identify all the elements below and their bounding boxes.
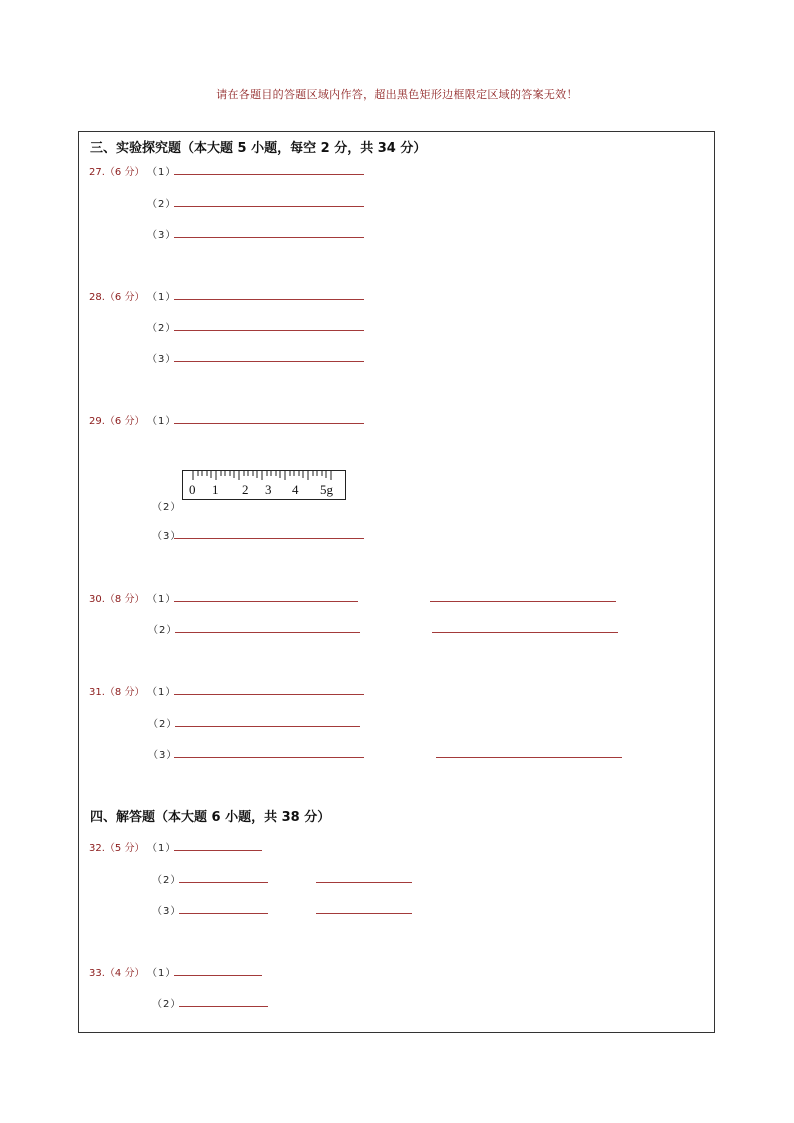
q29-part-1-label: （1） <box>147 416 177 427</box>
question-28-number: 28.（6 分） <box>89 292 145 303</box>
ruler-label-0: 0 <box>189 482 196 497</box>
q32-part-1-label: （1） <box>147 843 177 854</box>
q29-part-2-label: （2） <box>152 502 182 513</box>
q28-part-3-answer-line[interactable] <box>174 361 364 362</box>
q28-part-1-answer-line[interactable] <box>174 299 364 300</box>
q32-part-1-answer-line[interactable] <box>174 850 262 851</box>
q27-part-1-label: （1） <box>147 167 177 178</box>
q33-part-2-answer-line[interactable] <box>179 1006 268 1007</box>
q32-part-2-answer-line-b[interactable] <box>316 882 412 883</box>
q29-part-3-answer-line[interactable] <box>174 538 364 539</box>
ruler-label-5g: 5g <box>320 482 333 497</box>
q31-part-3-label: （3） <box>148 750 178 761</box>
q31-part-2-answer-line[interactable] <box>175 726 360 727</box>
q30-part-1-answer-line-a[interactable] <box>174 601 358 602</box>
question-32-number: 32.（5 分） <box>89 843 145 854</box>
ruler-label-3: 3 <box>265 482 272 497</box>
q30-part-2-label: （2） <box>148 625 178 636</box>
q28-part-2-answer-line[interactable] <box>174 330 364 331</box>
q31-part-3-answer-line-a[interactable] <box>174 757 364 758</box>
q27-part-3-answer-line[interactable] <box>174 237 364 238</box>
q30-part-2-answer-line-a[interactable] <box>175 632 360 633</box>
answer-area-notice: 请在各题目的答题区域内作答，超出黑色矩形边框限定区域的答案无效！ <box>216 88 578 101</box>
q28-part-2-label: （2） <box>147 323 177 334</box>
q30-part-1-label: （1） <box>147 594 177 605</box>
section-3-title: 三、实验探究题（本大题 5 小题，每空 2 分，共 34 分） <box>90 141 427 156</box>
q27-part-1-answer-line[interactable] <box>174 174 364 175</box>
q27-part-3-label: （3） <box>147 230 177 241</box>
q33-part-1-label: （1） <box>147 968 177 979</box>
question-30-number: 30.（8 分） <box>89 594 145 605</box>
q32-part-2-answer-line-a[interactable] <box>179 882 268 883</box>
q31-part-1-label: （1） <box>147 687 177 698</box>
q29-part-1-answer-line[interactable] <box>174 423 364 424</box>
question-31-number: 31.（8 分） <box>89 687 145 698</box>
question-29-number: 29.（6 分） <box>89 416 145 427</box>
answer-frame <box>78 131 715 1033</box>
ruler-label-1: 1 <box>212 482 219 497</box>
q30-part-2-answer-line-b[interactable] <box>432 632 618 633</box>
q29-part-3-label: （3） <box>152 531 182 542</box>
q32-part-3-label: （3） <box>152 906 182 917</box>
q27-part-2-answer-line[interactable] <box>174 206 364 207</box>
balance-scale-ruler <box>182 470 346 500</box>
q31-part-3-answer-line-b[interactable] <box>436 757 622 758</box>
q33-part-1-answer-line[interactable] <box>174 975 262 976</box>
q33-part-2-label: （2） <box>152 999 182 1010</box>
question-27-number: 27.（6 分） <box>89 167 145 178</box>
q32-part-2-label: （2） <box>152 875 182 886</box>
section-4-title: 四、解答题（本大题 6 小题，共 38 分） <box>90 810 331 825</box>
q28-part-1-label: （1） <box>147 292 177 303</box>
q32-part-3-answer-line-a[interactable] <box>179 913 268 914</box>
question-33-number: 33.（4 分） <box>89 968 145 979</box>
q27-part-2-label: （2） <box>147 199 177 210</box>
q31-part-2-label: （2） <box>148 719 178 730</box>
q30-part-1-answer-line-b[interactable] <box>430 601 616 602</box>
q31-part-1-answer-line[interactable] <box>174 694 364 695</box>
ruler-label-2: 2 <box>242 482 249 497</box>
q32-part-3-answer-line-b[interactable] <box>316 913 412 914</box>
ruler-label-4: 4 <box>292 482 299 497</box>
q28-part-3-label: （3） <box>147 354 177 365</box>
